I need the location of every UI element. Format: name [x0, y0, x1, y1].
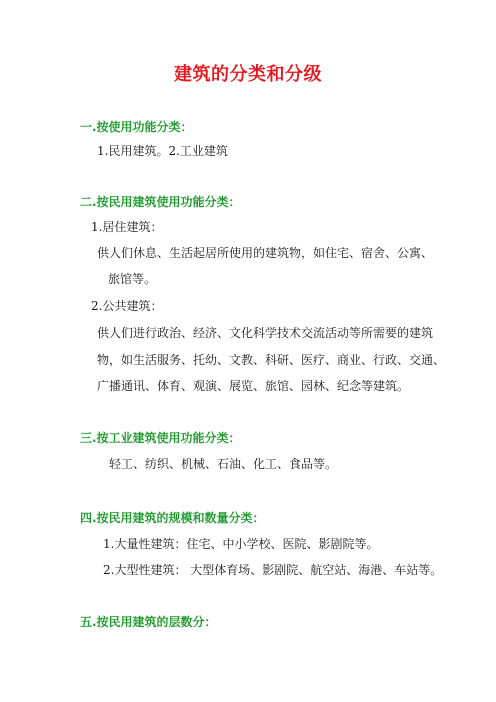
section-2-line-1: 1.居住建筑： [91, 220, 163, 234]
section-2-line-4: 2.公共建筑： [91, 299, 163, 313]
section-2-line-2: 供人们休息、生活起居所使用的建筑物，如住宅、宿舍、公寓、 [97, 246, 434, 260]
section-heading-2: 二.按民用建筑使用功能分类： [80, 195, 241, 209]
section-3-line-1: 轻工、纺织、机械、石油、化工、食品等。 [109, 457, 338, 471]
section-4-line-1: 1.大量性建筑：住宅、中小学校、医院、影剧院等。 [103, 537, 379, 551]
section-heading-3: 三.按工业建筑使用功能分类： [80, 431, 241, 445]
section-2-line-5: 供人们进行政治、经济、文化科学技术交流活动等所需要的建筑 [97, 326, 434, 340]
section-1-line-1: 1.民用建筑。2.工业建筑 [97, 144, 228, 158]
document-title: 建筑的分类和分级 [174, 64, 322, 85]
section-2-line-3: 旅馆等。 [108, 272, 157, 286]
section-4-line-2: 2.大型性建筑： 大型体育场、影剧院、航空站、海港、车站等。 [103, 563, 443, 577]
section-heading-1: 一.按使用功能分类： [80, 120, 193, 134]
section-2-line-6: 物，如生活服务、托幼、文教、科研、医疗、商业、行政、交通、 [97, 353, 446, 367]
section-heading-4: 四.按民用建筑的规模和数量分类： [80, 511, 265, 525]
section-heading-5: 五.按民用建筑的层数分： [80, 615, 217, 629]
section-2-line-7: 广播通讯、体育、观演、展览、旅馆、园林、纪念等建筑。 [97, 379, 410, 393]
